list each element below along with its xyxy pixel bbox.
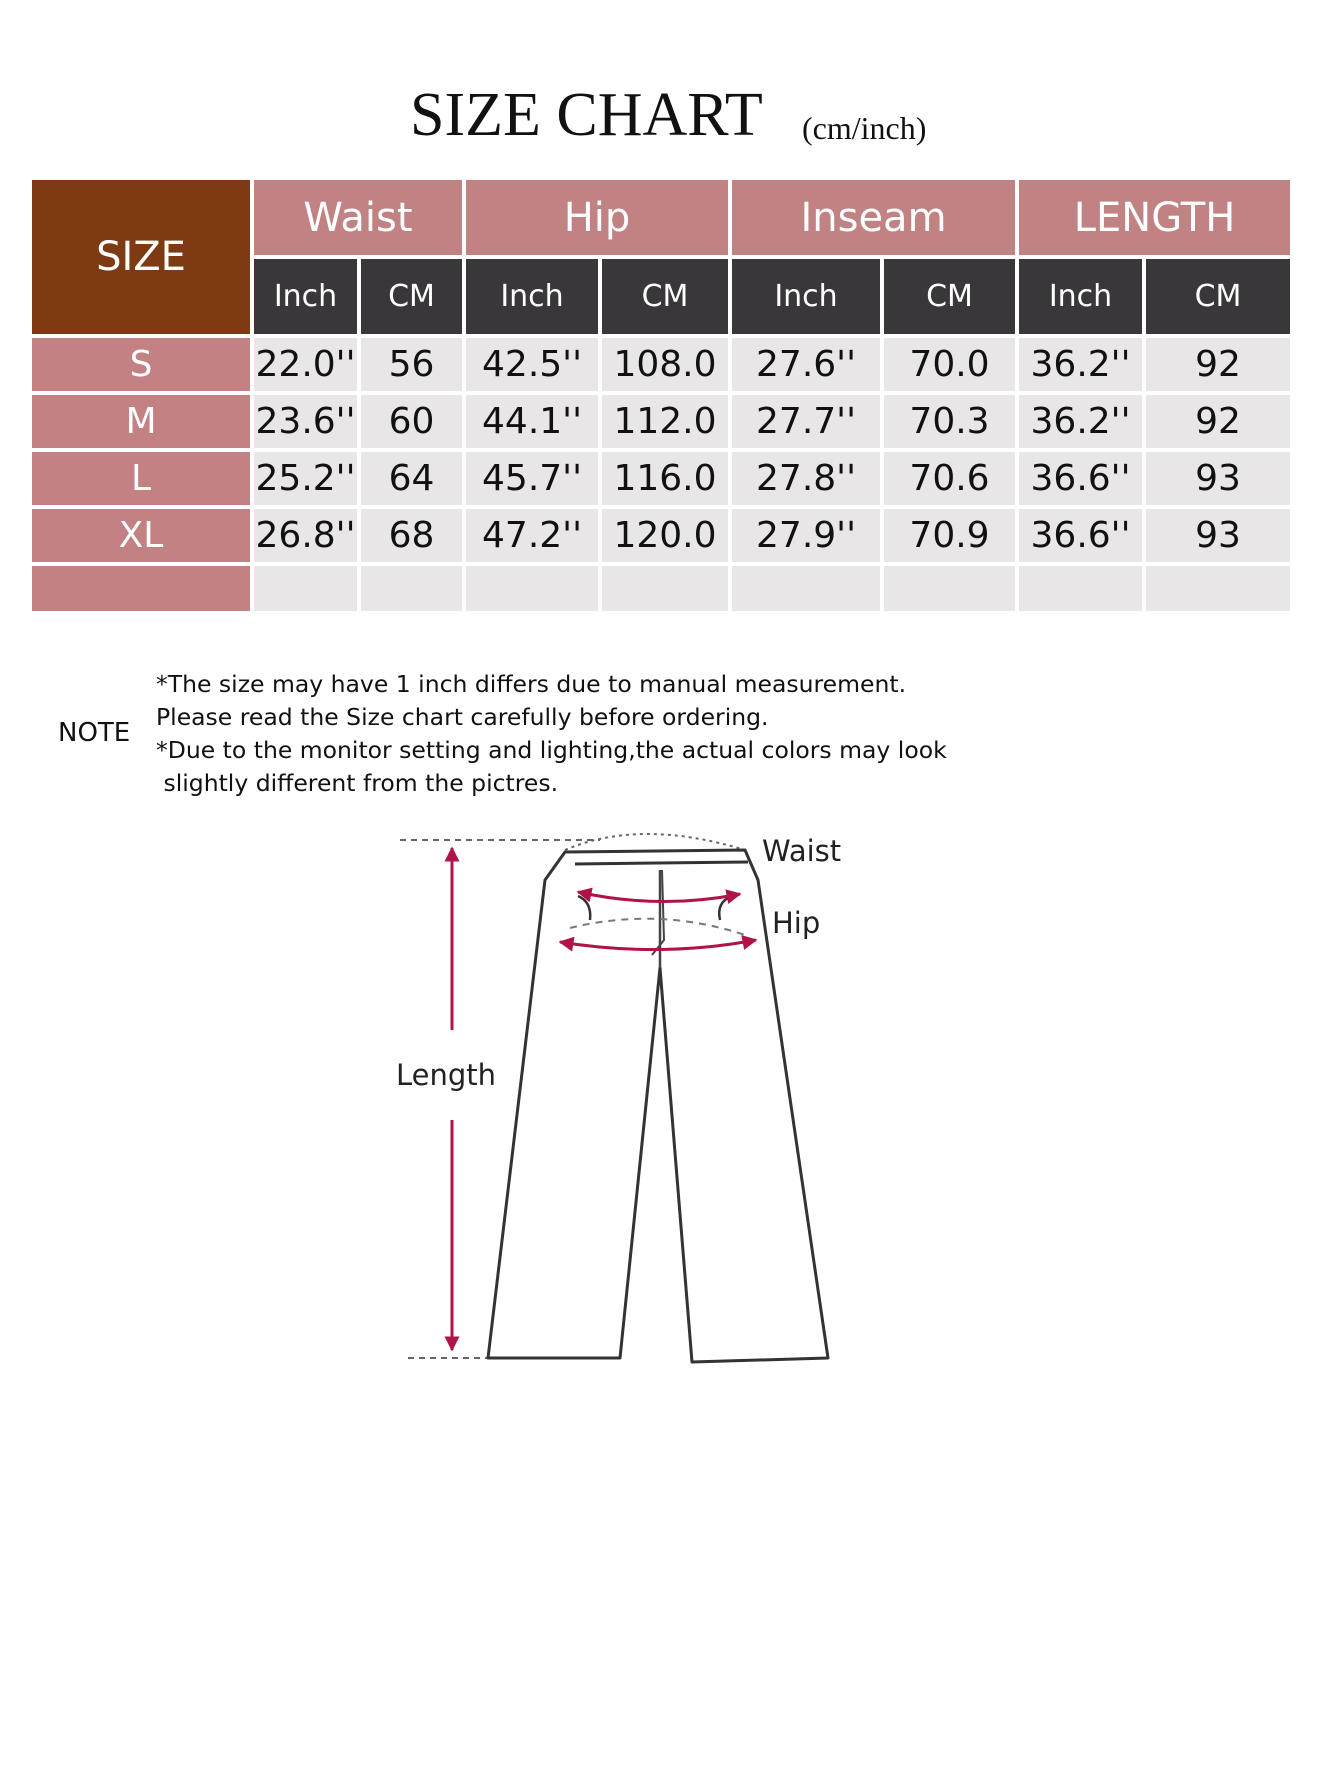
- value-cell-empty: [602, 566, 728, 611]
- value-cell: 36.6'': [1019, 452, 1142, 505]
- waist-dotted-arc: [565, 834, 745, 850]
- header-length: LENGTH: [1019, 180, 1290, 255]
- size-cell-empty: [32, 566, 250, 611]
- value-cell: 70.6: [884, 452, 1015, 505]
- waist-label: Waist: [762, 834, 842, 868]
- value-cell-empty: [1019, 566, 1142, 611]
- value-cell: 70.3: [884, 395, 1015, 448]
- pants-diagram: [370, 810, 930, 1370]
- value-cell: 70.0: [884, 338, 1015, 391]
- value-cell: 108.0: [602, 338, 728, 391]
- length-label: Length: [396, 1058, 497, 1092]
- value-cell: 92: [1146, 338, 1290, 391]
- header-waist: Waist: [254, 180, 462, 255]
- note-line: *The size may have 1 inch differs due to manual measurement.: [156, 670, 907, 698]
- table-row: [32, 395, 1290, 448]
- value-cell-empty: [1146, 566, 1290, 611]
- note-line: Please read the Size chart carefully before ordering.: [156, 703, 769, 731]
- value-cell: 27.8'': [732, 452, 880, 505]
- table-row: [32, 338, 1290, 391]
- value-cell: 56: [361, 338, 462, 391]
- value-cell: 42.5'': [466, 338, 598, 391]
- subheader-inch: Inch: [254, 259, 357, 334]
- value-cell: 92: [1146, 395, 1290, 448]
- hip-label: Hip: [772, 906, 821, 940]
- note-line: *Due to the monitor setting and lighting,the actual colors may look: [156, 736, 947, 764]
- value-cell-empty: [732, 566, 880, 611]
- size-cell: M: [32, 395, 250, 448]
- value-cell: 68: [361, 509, 462, 562]
- size-table: [28, 176, 1294, 615]
- value-cell: 27.6'': [732, 338, 880, 391]
- note-text: [156, 668, 947, 800]
- empty-row: [32, 566, 1290, 611]
- value-cell: 47.2'': [466, 509, 598, 562]
- note-line: slightly different from the pictres.: [156, 769, 559, 797]
- value-cell-empty: [254, 566, 357, 611]
- value-cell: 36.6'': [1019, 509, 1142, 562]
- value-cell: 70.9: [884, 509, 1015, 562]
- subheader-cm: CM: [884, 259, 1015, 334]
- size-cell: XL: [32, 509, 250, 562]
- title-block: [0, 80, 1340, 160]
- value-cell: 27.7'': [732, 395, 880, 448]
- value-cell: 116.0: [602, 452, 728, 505]
- subheader-cm: CM: [1146, 259, 1290, 334]
- value-cell: 25.2'': [254, 452, 357, 505]
- value-cell: 60: [361, 395, 462, 448]
- subheader-cm: CM: [602, 259, 728, 334]
- header-hip: Hip: [466, 180, 728, 255]
- value-cell: 112.0: [602, 395, 728, 448]
- value-cell-empty: [884, 566, 1015, 611]
- value-cell-empty: [361, 566, 462, 611]
- value-cell: 120.0: [602, 509, 728, 562]
- value-cell: 26.8'': [254, 509, 357, 562]
- header-inseam: Inseam: [732, 180, 1015, 255]
- note-label: NOTE: [58, 718, 131, 748]
- subheader-inch: Inch: [732, 259, 880, 334]
- value-cell-empty: [466, 566, 598, 611]
- subheader-inch: Inch: [466, 259, 598, 334]
- value-cell: 44.1'': [466, 395, 598, 448]
- subheader-inch: Inch: [1019, 259, 1142, 334]
- size-cell: L: [32, 452, 250, 505]
- unit-label: (cm/inch): [802, 110, 927, 146]
- subheader-cm: CM: [361, 259, 462, 334]
- value-cell: 23.6'': [254, 395, 357, 448]
- value-cell: 93: [1146, 509, 1290, 562]
- value-cell: 22.0'': [254, 338, 357, 391]
- waistband-line: [575, 862, 748, 864]
- value-cell: 36.2'': [1019, 338, 1142, 391]
- value-cell: 27.9'': [732, 509, 880, 562]
- value-cell: 36.2'': [1019, 395, 1142, 448]
- table-row: [32, 452, 1290, 505]
- size-cell: S: [32, 338, 250, 391]
- value-cell: 45.7'': [466, 452, 598, 505]
- value-cell: 64: [361, 452, 462, 505]
- value-cell: 93: [1146, 452, 1290, 505]
- page-title: SIZE CHART: [410, 81, 763, 149]
- table-row: [32, 509, 1290, 562]
- size-header: SIZE: [32, 180, 250, 334]
